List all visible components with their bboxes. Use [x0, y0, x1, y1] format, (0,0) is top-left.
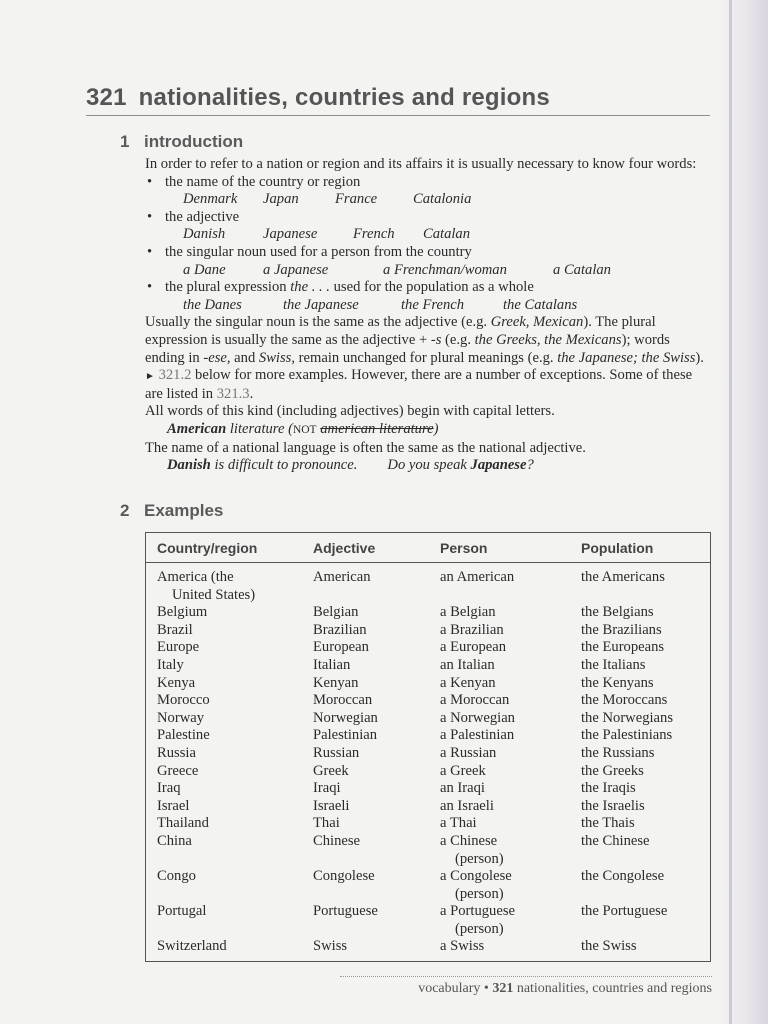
bullet-item	[145, 174, 705, 192]
cell-population	[581, 921, 709, 939]
example-word: a Frenchman/woman	[383, 261, 507, 278]
cell-population: the Congolese	[581, 868, 665, 885]
cell-country: Italy	[157, 656, 184, 673]
text-run: ). The plural expression is usually the same as the adjective +	[145, 314, 656, 348]
cell-country: Brazil	[157, 621, 193, 638]
bullet-item	[145, 244, 705, 262]
column-header-population: Population	[581, 539, 654, 556]
cell-adjective: Kenyan	[313, 674, 359, 691]
cell-person: (person)	[455, 850, 504, 867]
arrow-icon: ►	[145, 371, 155, 383]
section-number: 2	[120, 501, 130, 520]
cell-country: Russia	[157, 744, 196, 761]
table-row	[146, 833, 710, 851]
example-word: French	[353, 226, 395, 243]
cell-person: (person)	[455, 920, 504, 937]
cross-reference-link[interactable]: 321.3	[216, 385, 250, 402]
cell-population: the Brazilians	[581, 621, 662, 638]
cell-population: the Europeans	[581, 639, 665, 656]
cell-country	[146, 886, 313, 904]
cell-person: a Moroccan	[440, 692, 510, 709]
table-row	[146, 639, 710, 657]
cell-country: China	[157, 832, 192, 849]
bullet-item	[145, 209, 705, 227]
cell-country: Palestine	[157, 727, 210, 744]
example-word: Catalan	[423, 226, 471, 243]
page-footer	[340, 976, 712, 997]
cell-person: a Swiss	[440, 938, 485, 955]
example-row	[145, 297, 705, 315]
table-row	[146, 569, 710, 587]
text-emphasis: -s	[430, 331, 442, 348]
cell-adjective: Russian	[313, 744, 360, 761]
cell-person: an Israeli	[440, 797, 494, 814]
cell-adjective: Belgian	[313, 604, 359, 621]
column-header-person: Person	[440, 539, 488, 556]
table-row	[146, 727, 710, 745]
example-word: a Japanese	[263, 261, 329, 278]
example-word: a Dane	[183, 261, 226, 278]
section-heading-introduction	[120, 132, 243, 152]
cell-population: the Palestinians	[581, 727, 673, 744]
example-text: literature (	[226, 420, 293, 437]
cell-country: United States)	[172, 586, 256, 603]
table-row	[146, 886, 710, 904]
bullet-label: the name of the country or region	[165, 173, 361, 190]
text-run: , and	[226, 349, 259, 366]
table-header-row	[146, 533, 710, 563]
cell-adjective: Greek	[313, 762, 349, 779]
text-emphasis: the Japanese; the Swiss	[557, 349, 696, 366]
language-example	[145, 457, 705, 475]
cell-population: the Iraqis	[581, 780, 636, 797]
text-emphasis: the Greeks, the Mexicans	[474, 331, 622, 348]
text-emphasis: -ese	[203, 349, 227, 366]
example-word: Japanese	[263, 226, 318, 243]
table-row	[146, 657, 710, 675]
cell-adjective: Portuguese	[313, 903, 378, 920]
text-run: below for more examples. However, there are a number of exceptions. Some of these are listed in	[145, 367, 693, 402]
table-row	[146, 604, 710, 622]
header-number: 321	[86, 84, 127, 111]
footer-number: 321	[492, 981, 514, 996]
cell-population: the Moroccans	[581, 692, 668, 709]
cell-adjective	[313, 851, 440, 869]
cell-country: Belgium	[157, 604, 208, 621]
page-header	[86, 84, 710, 116]
text-run: (e.g.	[441, 331, 475, 348]
table-row	[146, 938, 710, 956]
table-row	[146, 921, 710, 939]
text-run: ).	[695, 349, 704, 366]
example-text: )	[433, 420, 439, 437]
cell-person: a Russian	[440, 744, 497, 761]
footer-text: vocabulary •	[418, 981, 493, 996]
cell-adjective: Thai	[313, 815, 340, 832]
rules-paragraph	[145, 314, 705, 403]
bullet-item	[145, 279, 705, 297]
cell-country: Kenya	[157, 674, 196, 691]
cell-person	[440, 587, 581, 605]
text-run: Usually the singular noun is the same as the adjective (e.g.	[145, 314, 491, 331]
introduction-body	[145, 156, 705, 475]
cell-country	[146, 851, 313, 869]
cell-country: Morocco	[157, 692, 210, 709]
table-row	[146, 851, 710, 869]
example-word: Denmark	[183, 191, 238, 208]
bullet-label: the adjective	[165, 208, 240, 225]
column-header-country: Country/region	[157, 539, 258, 556]
cell-adjective: Brazilian	[313, 621, 367, 638]
cell-country: Israel	[157, 797, 190, 814]
cell-population: the Americans	[581, 569, 665, 585]
table-row	[146, 815, 710, 833]
cell-adjective: Swiss	[313, 938, 348, 955]
table-row	[146, 710, 710, 728]
text-emphasis: Greek, Mexican	[490, 314, 584, 331]
cell-person: a Portuguese	[440, 903, 515, 920]
cell-adjective: Israeli	[313, 797, 350, 814]
table-body	[146, 563, 710, 956]
cell-person: a Belgian	[440, 604, 496, 621]
section-title: introduction	[144, 132, 244, 151]
example-word: the French	[401, 296, 465, 313]
intro-paragraph: In order to refer to a nation or region and its affairs it is usually necessary to know four words:	[145, 156, 697, 172]
example-row	[145, 262, 705, 280]
page-edge-shadow	[718, 0, 768, 1024]
cell-person: a Palestinian	[440, 727, 515, 744]
example-text: ?	[526, 457, 534, 474]
cell-adjective: Congolese	[313, 868, 375, 885]
example-word: Japan	[263, 191, 299, 208]
table-row	[146, 763, 710, 781]
nationalities-table	[145, 532, 711, 962]
table-row	[146, 675, 710, 693]
example-word: the Danes	[183, 296, 242, 313]
example-text: Do you speak	[387, 457, 471, 474]
example-bold: American	[167, 420, 227, 437]
bullet-label: the plural expression	[165, 279, 291, 296]
cell-adjective: Norwegian	[313, 709, 378, 726]
table-row	[146, 587, 710, 605]
cell-adjective: European	[313, 639, 369, 656]
cell-country: Congo	[157, 868, 196, 885]
example-word: Catalonia	[413, 191, 472, 208]
text-run: , remain unchanged for plural meanings (e.g.	[291, 349, 558, 366]
cell-person: a Thai	[440, 815, 477, 832]
cell-adjective: Palestinian	[313, 727, 378, 744]
cell-population	[581, 886, 709, 904]
example-bold: Japanese	[470, 457, 527, 474]
table-row	[146, 745, 710, 763]
footer-text: nationalities, countries and regions	[513, 981, 712, 996]
section-number: 1	[120, 132, 130, 151]
cell-person: a Greek	[440, 762, 486, 779]
cell-population: the Chinese	[581, 832, 650, 849]
example-bold: Danish	[167, 457, 211, 474]
cell-population: the Norwegians	[581, 709, 673, 726]
cell-person: (person)	[455, 885, 504, 902]
cell-person: an American	[440, 569, 515, 585]
cell-adjective: Chinese	[313, 832, 361, 849]
cell-country: Portugal	[157, 903, 207, 920]
cell-country: Greece	[157, 762, 199, 779]
example-row	[145, 226, 705, 244]
header-title: nationalities, countries and regions	[138, 84, 550, 111]
cell-person: a Norwegian	[440, 709, 515, 726]
struck-example: american literature	[320, 420, 434, 437]
cell-person: a Brazilian	[440, 621, 504, 638]
cell-adjective	[313, 921, 440, 939]
cell-adjective: Italian	[313, 656, 351, 673]
cell-country: Thailand	[157, 815, 209, 832]
bullet-label: the singular noun used for a person from the country	[165, 243, 472, 260]
section-title: Examples	[144, 501, 224, 520]
capitals-paragraph: All words of this kind (including adjectives) begin with capital letters.	[145, 403, 555, 420]
cell-population	[581, 587, 709, 605]
cell-person: an Italian	[440, 656, 495, 673]
cell-population: the Kenyans	[581, 674, 654, 691]
cell-population: the Russians	[581, 744, 655, 761]
example-row	[145, 191, 705, 209]
cell-adjective	[313, 587, 440, 605]
example-word: a Catalan	[553, 261, 611, 278]
cell-adjective: Iraqi	[313, 780, 341, 797]
cell-population: the Israelis	[581, 797, 645, 814]
table-row	[146, 798, 710, 816]
table-row	[146, 903, 710, 921]
cell-adjective: Moroccan	[313, 692, 373, 709]
not-marker: NOT	[292, 423, 317, 436]
bullet-label: used for the population as a whole	[329, 279, 534, 296]
example-word: Danish	[183, 226, 226, 243]
cell-adjective	[313, 886, 440, 904]
cell-person: a European	[440, 639, 507, 656]
table-row	[146, 622, 710, 640]
column-header-adjective: Adjective	[313, 539, 376, 556]
cell-population: the Italians	[581, 656, 646, 673]
cell-population: the Greeks	[581, 762, 644, 779]
table-row	[146, 692, 710, 710]
cell-adjective: American	[313, 569, 371, 585]
example-word: the Japanese	[283, 296, 359, 313]
page-edge-line	[729, 0, 732, 1024]
cell-person: a Chinese	[440, 832, 498, 849]
cell-country: Norway	[157, 709, 205, 726]
cell-population: the Swiss	[581, 938, 637, 955]
cell-population: the Belgians	[581, 604, 654, 621]
table-row	[146, 780, 710, 798]
example-text: is difficult to pronounce.	[210, 457, 358, 474]
cell-country: Iraq	[157, 780, 181, 797]
text-emphasis: Swiss	[258, 349, 292, 366]
cell-country	[146, 921, 313, 939]
section-heading-examples	[120, 501, 223, 521]
language-paragraph: The name of a national language is often the same as the national adjective.	[145, 439, 586, 456]
cell-person: an Iraqi	[440, 780, 485, 797]
cell-population	[581, 851, 709, 869]
text-run: ); words ending in	[145, 331, 670, 366]
cell-country: Europe	[157, 639, 200, 656]
example-word: France	[335, 191, 378, 208]
example-word: the Catalans	[503, 296, 578, 313]
cell-person: a Congolese	[440, 868, 512, 885]
cross-reference-link[interactable]: 321.2	[158, 367, 192, 384]
text-run: .	[249, 385, 254, 402]
cell-population: the Thais	[581, 815, 635, 832]
table-row	[146, 868, 710, 886]
cell-person: a Kenyan	[440, 674, 496, 691]
capitals-example	[145, 421, 705, 440]
cell-country: America (the	[157, 569, 234, 585]
cell-population: the Portuguese	[581, 903, 668, 920]
bullet-label-emphasis: the . . .	[290, 279, 330, 296]
cell-country: Switzerland	[157, 938, 227, 955]
